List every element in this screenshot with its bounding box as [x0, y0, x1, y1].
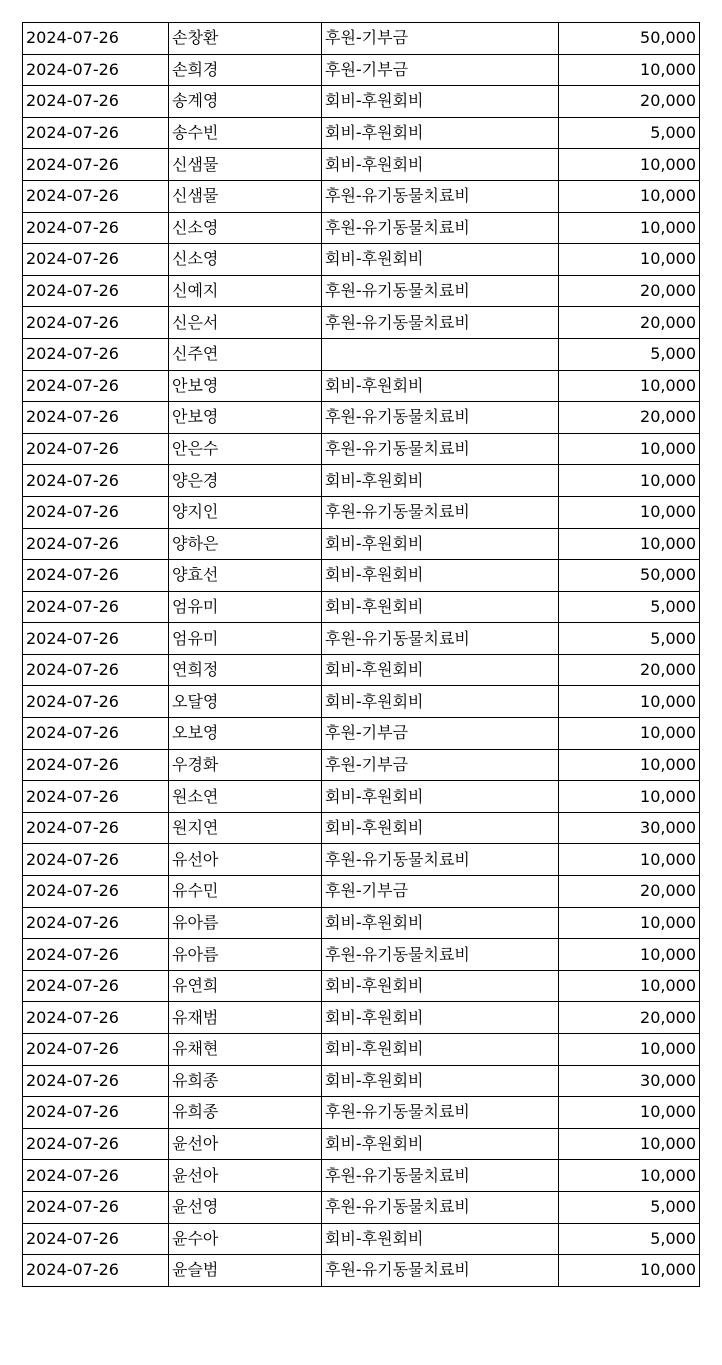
category-cell: 후원-기부금 [322, 54, 559, 86]
table-row [23, 812, 700, 844]
table-row [23, 907, 700, 939]
table-row [23, 23, 700, 55]
amount-cell: 10,000 [559, 433, 700, 465]
date-cell: 2024-07-26 [23, 1002, 169, 1034]
amount-cell: 10,000 [559, 465, 700, 497]
category-cell: 후원-기부금 [322, 23, 559, 55]
table-row [23, 1065, 700, 1097]
category-cell: 후원-유기동물치료비 [322, 402, 559, 434]
amount-cell: 5,000 [559, 1223, 700, 1255]
table-row [23, 1034, 700, 1066]
date-cell: 2024-07-26 [23, 244, 169, 276]
table-row [23, 338, 700, 370]
category-cell: 회비-후원회비 [322, 86, 559, 118]
table-row [23, 1097, 700, 1129]
date-cell: 2024-07-26 [23, 560, 169, 592]
date-cell: 2024-07-26 [23, 149, 169, 181]
amount-cell: 10,000 [559, 1255, 700, 1287]
amount-cell: 10,000 [559, 1034, 700, 1066]
table-row [23, 402, 700, 434]
category-cell: 회비-후원회비 [322, 781, 559, 813]
donor-name-cell: 신예지 [169, 275, 322, 307]
table-row [23, 939, 700, 971]
amount-cell: 10,000 [559, 1128, 700, 1160]
donor-name-cell: 윤수아 [169, 1223, 322, 1255]
amount-cell: 50,000 [559, 560, 700, 592]
category-cell: 후원-유기동물치료비 [322, 1191, 559, 1223]
amount-cell: 10,000 [559, 244, 700, 276]
donor-name-cell: 유연희 [169, 970, 322, 1002]
amount-cell: 10,000 [559, 180, 700, 212]
category-cell: 후원-기부금 [322, 749, 559, 781]
category-cell: 회비-후원회비 [322, 1002, 559, 1034]
table-row [23, 86, 700, 118]
category-cell: 후원-유기동물치료비 [322, 844, 559, 876]
category-cell: 회비-후원회비 [322, 1034, 559, 1066]
table-row [23, 275, 700, 307]
donor-name-cell: 안보영 [169, 370, 322, 402]
donor-name-cell: 연희정 [169, 654, 322, 686]
table-row [23, 591, 700, 623]
table-row [23, 1128, 700, 1160]
category-cell: 후원-유기동물치료비 [322, 1255, 559, 1287]
category-cell: 회비-후원회비 [322, 1128, 559, 1160]
table-row [23, 560, 700, 592]
date-cell: 2024-07-26 [23, 307, 169, 339]
donor-name-cell: 신샘물 [169, 149, 322, 181]
donor-name-cell: 손창환 [169, 23, 322, 55]
table-row [23, 54, 700, 86]
donor-name-cell: 원소연 [169, 781, 322, 813]
date-cell: 2024-07-26 [23, 402, 169, 434]
table-row [23, 844, 700, 876]
donor-name-cell: 유희종 [169, 1065, 322, 1097]
date-cell: 2024-07-26 [23, 591, 169, 623]
donor-name-cell: 송수빈 [169, 117, 322, 149]
date-cell: 2024-07-26 [23, 1097, 169, 1129]
category-cell: 후원-유기동물치료비 [322, 1160, 559, 1192]
amount-cell: 5,000 [559, 1191, 700, 1223]
table-row [23, 876, 700, 908]
table-row [23, 117, 700, 149]
amount-cell: 20,000 [559, 654, 700, 686]
amount-cell: 10,000 [559, 749, 700, 781]
category-cell: 회비-후원회비 [322, 465, 559, 497]
date-cell: 2024-07-26 [23, 1160, 169, 1192]
amount-cell: 20,000 [559, 402, 700, 434]
donor-name-cell: 양하은 [169, 528, 322, 560]
donor-name-cell: 오달영 [169, 686, 322, 718]
amount-cell: 10,000 [559, 528, 700, 560]
table-row [23, 970, 700, 1002]
amount-cell: 10,000 [559, 212, 700, 244]
donor-name-cell: 오보영 [169, 718, 322, 750]
amount-cell: 20,000 [559, 275, 700, 307]
donor-name-cell: 유선아 [169, 844, 322, 876]
category-cell: 후원-기부금 [322, 876, 559, 908]
amount-cell: 5,000 [559, 117, 700, 149]
table-row [23, 623, 700, 655]
date-cell: 2024-07-26 [23, 465, 169, 497]
donor-name-cell: 윤선영 [169, 1191, 322, 1223]
donor-name-cell: 원지연 [169, 812, 322, 844]
table-body [23, 23, 700, 1287]
date-cell: 2024-07-26 [23, 1223, 169, 1255]
date-cell: 2024-07-26 [23, 433, 169, 465]
category-cell: 회비-후원회비 [322, 117, 559, 149]
date-cell: 2024-07-26 [23, 528, 169, 560]
donor-name-cell: 우경화 [169, 749, 322, 781]
category-cell: 회비-후원회비 [322, 654, 559, 686]
category-cell: 회비-후원회비 [322, 528, 559, 560]
date-cell: 2024-07-26 [23, 117, 169, 149]
category-cell: 회비-후원회비 [322, 970, 559, 1002]
category-cell: 후원-유기동물치료비 [322, 180, 559, 212]
amount-cell: 20,000 [559, 86, 700, 118]
category-cell: 회비-후원회비 [322, 560, 559, 592]
donor-name-cell: 유희종 [169, 1097, 322, 1129]
category-cell: 회비-후원회비 [322, 1223, 559, 1255]
donor-name-cell: 엄유미 [169, 591, 322, 623]
table-row [23, 1223, 700, 1255]
category-cell: 후원-유기동물치료비 [322, 623, 559, 655]
table-row [23, 307, 700, 339]
amount-cell: 5,000 [559, 338, 700, 370]
amount-cell: 20,000 [559, 307, 700, 339]
donor-name-cell: 양은경 [169, 465, 322, 497]
amount-cell: 10,000 [559, 54, 700, 86]
date-cell: 2024-07-26 [23, 939, 169, 971]
donor-name-cell: 유아름 [169, 907, 322, 939]
date-cell: 2024-07-26 [23, 1255, 169, 1287]
category-cell: 후원-유기동물치료비 [322, 433, 559, 465]
amount-cell: 10,000 [559, 496, 700, 528]
category-cell: 회비-후원회비 [322, 591, 559, 623]
date-cell: 2024-07-26 [23, 1128, 169, 1160]
date-cell: 2024-07-26 [23, 844, 169, 876]
donor-name-cell: 윤선아 [169, 1160, 322, 1192]
category-cell: 회비-후원회비 [322, 686, 559, 718]
date-cell: 2024-07-26 [23, 686, 169, 718]
donor-name-cell: 윤슬범 [169, 1255, 322, 1287]
amount-cell: 30,000 [559, 1065, 700, 1097]
donor-name-cell: 유채현 [169, 1034, 322, 1066]
table-row [23, 496, 700, 528]
donor-name-cell: 송계영 [169, 86, 322, 118]
donor-name-cell: 안보영 [169, 402, 322, 434]
table-row [23, 244, 700, 276]
table-row [23, 180, 700, 212]
donor-name-cell: 양지인 [169, 496, 322, 528]
donation-table [22, 22, 700, 1287]
date-cell: 2024-07-26 [23, 781, 169, 813]
date-cell: 2024-07-26 [23, 338, 169, 370]
table-row [23, 749, 700, 781]
table-row [23, 433, 700, 465]
date-cell: 2024-07-26 [23, 623, 169, 655]
amount-cell: 10,000 [559, 844, 700, 876]
donor-name-cell: 양효선 [169, 560, 322, 592]
table-row [23, 718, 700, 750]
date-cell: 2024-07-26 [23, 907, 169, 939]
category-cell: 회비-후원회비 [322, 907, 559, 939]
donor-name-cell: 신주연 [169, 338, 322, 370]
table-row [23, 1255, 700, 1287]
category-cell: 회비-후원회비 [322, 812, 559, 844]
table-row [23, 781, 700, 813]
table-row [23, 1191, 700, 1223]
date-cell: 2024-07-26 [23, 654, 169, 686]
date-cell: 2024-07-26 [23, 212, 169, 244]
table-row [23, 370, 700, 402]
table-row [23, 465, 700, 497]
date-cell: 2024-07-26 [23, 1034, 169, 1066]
amount-cell: 50,000 [559, 23, 700, 55]
category-cell [322, 338, 559, 370]
donor-name-cell: 신샘물 [169, 180, 322, 212]
category-cell: 후원-기부금 [322, 718, 559, 750]
date-cell: 2024-07-26 [23, 970, 169, 1002]
amount-cell: 5,000 [559, 591, 700, 623]
category-cell: 후원-유기동물치료비 [322, 496, 559, 528]
amount-cell: 10,000 [559, 907, 700, 939]
category-cell: 후원-유기동물치료비 [322, 1097, 559, 1129]
category-cell: 후원-유기동물치료비 [322, 939, 559, 971]
amount-cell: 10,000 [559, 1160, 700, 1192]
category-cell: 회비-후원회비 [322, 370, 559, 402]
date-cell: 2024-07-26 [23, 370, 169, 402]
table-row [23, 686, 700, 718]
donor-name-cell: 유재범 [169, 1002, 322, 1034]
donor-name-cell: 윤선아 [169, 1128, 322, 1160]
category-cell: 후원-유기동물치료비 [322, 275, 559, 307]
category-cell: 후원-유기동물치료비 [322, 307, 559, 339]
date-cell: 2024-07-26 [23, 275, 169, 307]
donor-name-cell: 안은수 [169, 433, 322, 465]
table-row [23, 1160, 700, 1192]
date-cell: 2024-07-26 [23, 812, 169, 844]
date-cell: 2024-07-26 [23, 749, 169, 781]
donor-name-cell: 엄유미 [169, 623, 322, 655]
category-cell: 회비-후원회비 [322, 149, 559, 181]
category-cell: 후원-유기동물치료비 [322, 212, 559, 244]
donor-name-cell: 손희경 [169, 54, 322, 86]
donor-name-cell: 신은서 [169, 307, 322, 339]
date-cell: 2024-07-26 [23, 54, 169, 86]
table-row [23, 528, 700, 560]
donor-name-cell: 신소영 [169, 212, 322, 244]
amount-cell: 5,000 [559, 623, 700, 655]
table-row [23, 654, 700, 686]
amount-cell: 30,000 [559, 812, 700, 844]
donor-name-cell: 유아름 [169, 939, 322, 971]
table-row [23, 212, 700, 244]
amount-cell: 10,000 [559, 149, 700, 181]
amount-cell: 10,000 [559, 686, 700, 718]
amount-cell: 10,000 [559, 970, 700, 1002]
amount-cell: 10,000 [559, 718, 700, 750]
amount-cell: 10,000 [559, 781, 700, 813]
amount-cell: 10,000 [559, 939, 700, 971]
category-cell: 회비-후원회비 [322, 1065, 559, 1097]
date-cell: 2024-07-26 [23, 180, 169, 212]
amount-cell: 20,000 [559, 876, 700, 908]
date-cell: 2024-07-26 [23, 496, 169, 528]
amount-cell: 20,000 [559, 1002, 700, 1034]
table-row [23, 149, 700, 181]
date-cell: 2024-07-26 [23, 1065, 169, 1097]
amount-cell: 10,000 [559, 370, 700, 402]
donor-name-cell: 신소영 [169, 244, 322, 276]
date-cell: 2024-07-26 [23, 86, 169, 118]
amount-cell: 10,000 [559, 1097, 700, 1129]
table-row [23, 1002, 700, 1034]
date-cell: 2024-07-26 [23, 23, 169, 55]
date-cell: 2024-07-26 [23, 1191, 169, 1223]
date-cell: 2024-07-26 [23, 876, 169, 908]
donor-name-cell: 유수민 [169, 876, 322, 908]
category-cell: 회비-후원회비 [322, 244, 559, 276]
date-cell: 2024-07-26 [23, 718, 169, 750]
